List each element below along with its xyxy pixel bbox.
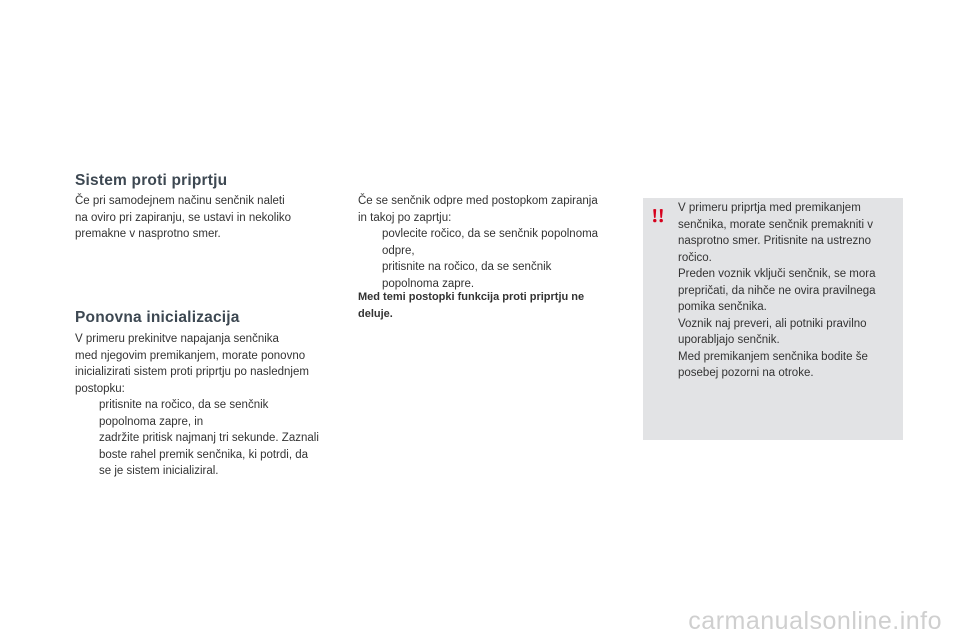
list-item	[358, 259, 598, 292]
heading-reinitialization: Ponovna inicializacija	[75, 309, 240, 326]
watermark: carmanualsonline.info	[688, 607, 942, 635]
text-line: pritisnite na ročico, da se senčnik	[382, 261, 552, 273]
text-line: boste rahel premik senčnika, ki potrdi, da	[99, 448, 309, 461]
text-line: na oviro pri zapiranju, se ustavi in nekoliko	[75, 211, 292, 224]
reinitialization-steps	[75, 397, 319, 480]
text-line: Preden voznik vključi senčnik, se mora	[678, 268, 876, 280]
text-line: deluje.	[358, 307, 393, 320]
text-line: V primeru prekinitve napajanja senčnika	[75, 333, 279, 345]
text-line: zadržite pritisk najmanj tri sekunde. Zaznali	[99, 432, 319, 444]
text-line: in takoj po zaprtju:	[358, 211, 452, 224]
text-line: Med premikanjem senčnika bodite še	[678, 350, 868, 363]
text-line: popolnoma zapre.	[382, 277, 475, 290]
heading-anti-pinch-system: Sistem proti priprtju	[75, 172, 228, 189]
text-line: pomika senčnika.	[678, 301, 767, 313]
anti-pinch-disabled-note	[358, 289, 584, 322]
exclamation-icon	[649, 206, 667, 224]
text-line: Če se senčnik odpre med postopkom zapiranja	[358, 195, 598, 207]
text-line: popolnoma zapre, in	[99, 415, 204, 428]
text-line: pritisnite na ročico, da se senčnik	[99, 399, 269, 411]
reinitialization-intro	[75, 331, 309, 397]
text-line: Če pri samodejnem načinu senčnik naleti	[75, 195, 285, 207]
text-line: ročico.	[678, 251, 712, 264]
text-line: posebej pozorni na otroke.	[678, 367, 814, 379]
reopen-intro	[358, 193, 598, 226]
text-line: V primeru priprtja med premikanjem	[678, 202, 861, 214]
text-line: inicializirati sistem proti priprtju po naslednjem	[75, 366, 309, 378]
text-line: uporabljajo senčnik.	[678, 334, 780, 346]
text-line: med njegovim premikanjem, morate ponovno	[75, 349, 306, 362]
list-item	[75, 430, 319, 480]
reopen-steps	[358, 226, 598, 292]
text-line: premakne v nasprotno smer.	[75, 228, 221, 240]
list-item	[358, 226, 598, 259]
text-line: postopku:	[75, 382, 125, 395]
list-item	[75, 397, 319, 430]
text-line: se je sistem inicializiral.	[99, 465, 219, 477]
text-line: Voznik naj preveri, ali potniki pravilno	[678, 317, 867, 330]
text-line: povlecite ročico, da se senčnik popolnoma	[382, 228, 599, 240]
anti-pinch-description	[75, 193, 291, 243]
warning-text	[678, 200, 876, 382]
text-line: prepričati, da nihče ne ovira pravilnega	[678, 284, 876, 297]
text-line: odpre,	[382, 244, 415, 257]
text-line: Med temi postopki funkcija proti priprtju ne	[358, 291, 585, 303]
text-line: nasprotno smer. Pritisnite na ustrezno	[678, 235, 872, 247]
text-line: senčnika, morate senčnik premakniti v	[678, 218, 873, 231]
